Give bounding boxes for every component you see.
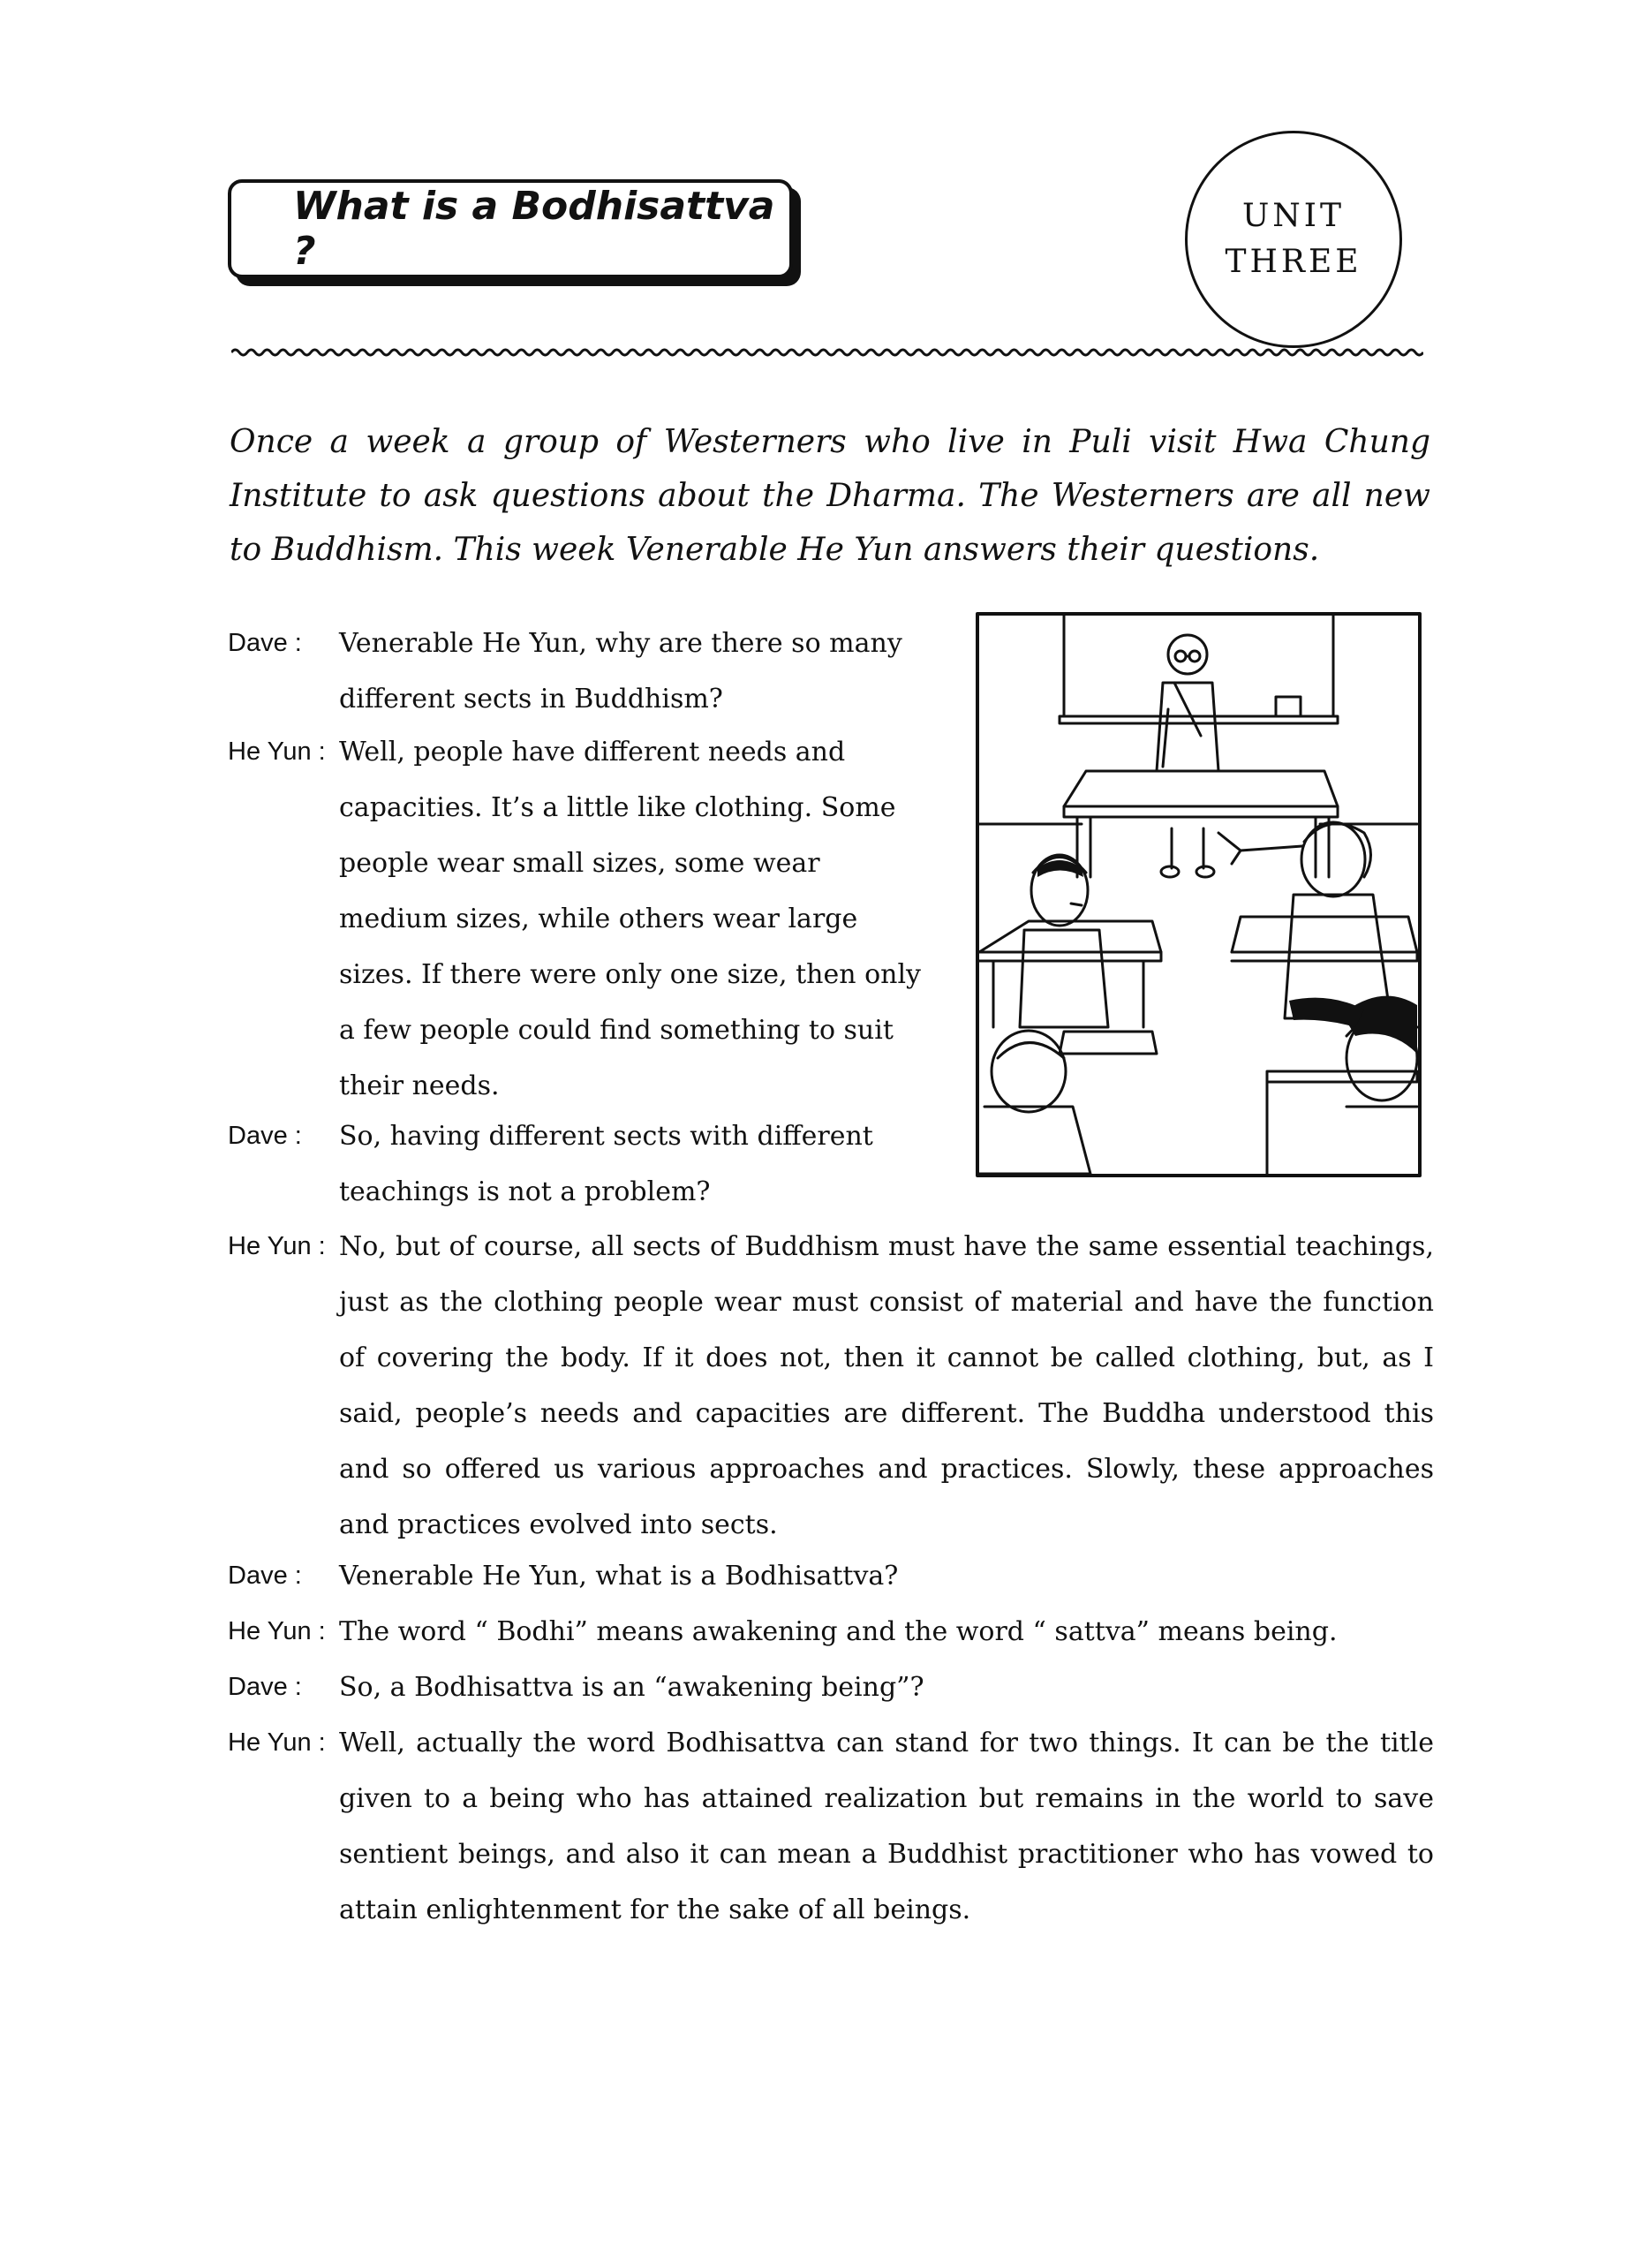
unit-badge [1185,131,1402,348]
classroom-illustration [976,612,1422,1177]
speaker-label: He Yun : [228,1232,326,1260]
dialogue-text: Well, people have different needs and capacities. It’s a little like clothing. Some people wear small sizes, some wear medium sizes, while others wear large sizes. If there were only one size, then only a few people could find something to suit their needs. [339,737,922,1101]
title-box [228,179,793,278]
speaker-label: Dave : [228,1562,302,1590]
speaker-label: He Yun : [228,1617,326,1645]
dialogue-text: Venerable He Yun, what is a Bodhisattva? [339,1561,899,1592]
dialogue-text: Well, actually the word Bodhisattva can stand for two things. It can be the title given to a being who has attained realization but remains in the world to save sentient beings, and also it can mean a Buddhist practitioner who has vowed to attain enlightenment for the sake of all beings. [339,1728,1434,1925]
unit-title: What is a Bodhisattva ? [293,184,775,274]
unit-label: UNIT [1241,198,1346,234]
speaker-label: Dave : [228,1122,302,1150]
dialogue-text: No, but of course, all sects of Buddhism must have the same essential teachings, just as the clothing people wear must consist of material and have the function of covering the body. If it does not, then it cannot be called clothing, but, as I said, people’s needs and capacities are different. The Buddha understood this and so offered us various approaches and practices. Slowly, these approaches and practices evolved into sects. [339,1231,1434,1540]
dialogue-text: So, having different sects with different teachings is not a problem? [339,1121,873,1207]
speaker-label: He Yun : [228,737,326,766]
speaker-label: Dave : [228,1673,302,1701]
intro-paragraph: Once a week a group of Westerners who live in Puli visit Hwa Chung Institute to ask questions about the Dharma. The Westerners are all new to Buddhism. This week Venerable He Yun answers their questions. [230,424,1430,568]
speaker-label: He Yun : [228,1728,326,1757]
speaker-label: Dave : [228,629,302,657]
dialogue-text: Venerable He Yun, why are there so many different sects in Buddhism? [339,628,902,715]
unit-number: THREE [1225,244,1362,280]
dialogue-text: So, a Bodhisattva is an “awakening being”? [339,1672,924,1703]
dialogue-text: The word “ Bodhi” means awakening and the word “ sattva” means being. [339,1616,1338,1647]
wavy-divider [231,345,1423,359]
